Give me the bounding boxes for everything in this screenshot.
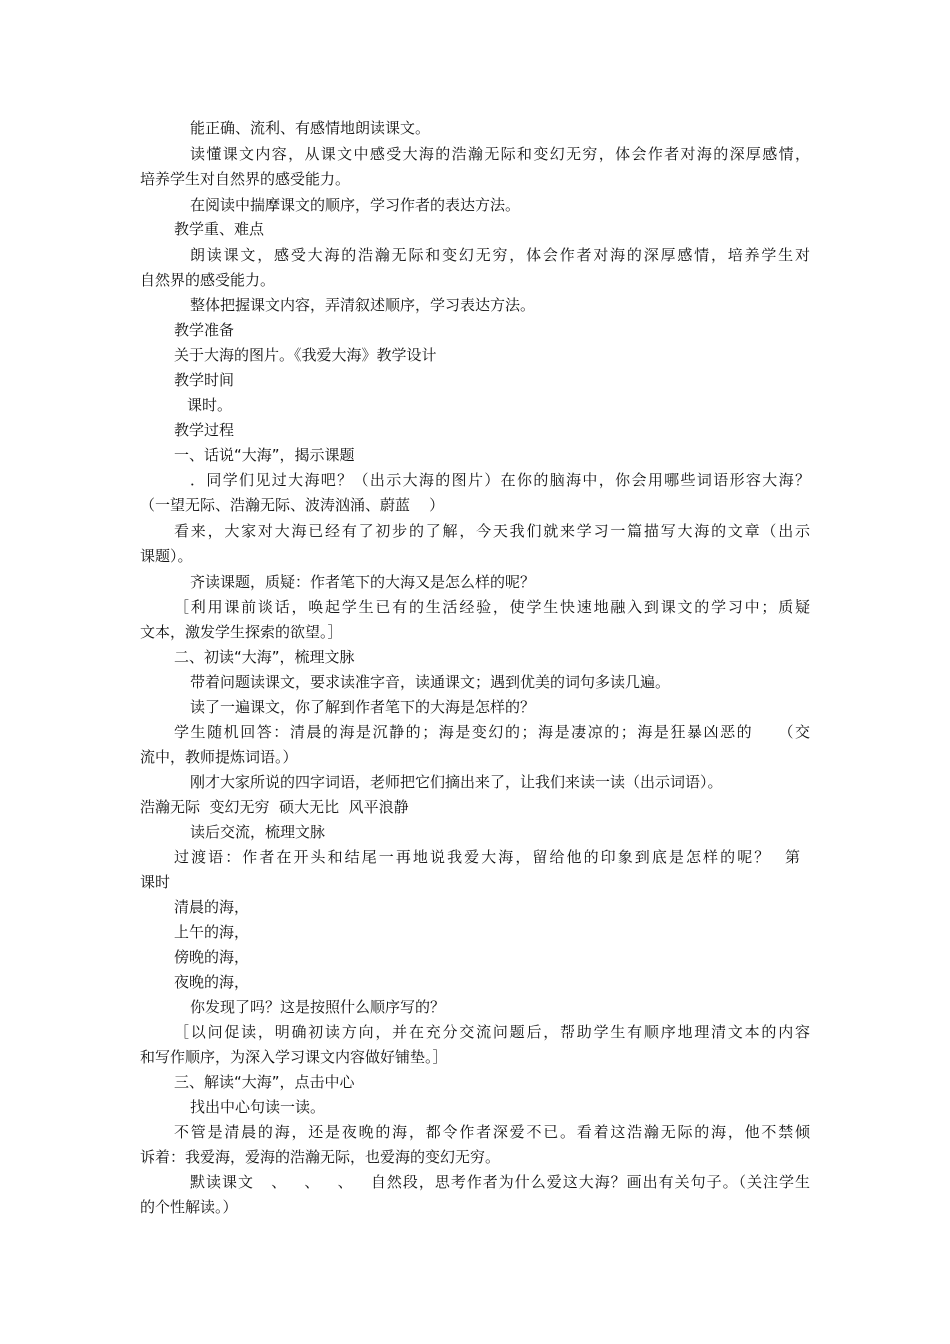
section-heading: 教学重、难点	[174, 220, 265, 238]
text-line: 过渡语：作者在开头和结尾一再地说我爱大海，留给他的印象到底是怎样的呢？ 第	[174, 848, 800, 866]
text-line: 自然界的感受能力。	[140, 271, 276, 289]
section-heading: 教学准备	[174, 321, 235, 339]
section-heading: 二、初读“大海”，梳理文脉	[174, 648, 355, 666]
text-line: 齐读课题，质疑：作者笔下的大海又是怎么样的呢？	[190, 573, 536, 591]
text-line: 你发现了吗？这是按照什么顺序写的？	[190, 998, 446, 1016]
text-line: 和写作顺序，为深入学习课文内容做好铺垫。］	[140, 1048, 448, 1066]
text-line: 清晨的海，	[174, 898, 250, 916]
section-heading: 教学时间	[174, 371, 235, 389]
text-line: 傍晚的海，	[174, 948, 250, 966]
text-line: 课题）。	[140, 547, 193, 565]
text-line: ［利用课前谈话，唤起学生已有的生活经验，使学生快速地融入到课文的学习中；质疑	[174, 598, 810, 616]
text-line: 流中，教师提炼词语。）	[140, 748, 298, 766]
text-line: 找出中心句读一读。	[190, 1098, 326, 1116]
text-line: 读懂课文内容，从课文中感受大海的浩瀚无际和变幻无穷，体会作者对海的深厚感情，	[190, 145, 810, 163]
text-line: 的个性解读。）	[140, 1198, 238, 1216]
text-line: 浩瀚无际 变幻无穷 硕大无比 风平浪静	[140, 798, 409, 816]
text-line: 培养学生对自然界的感受能力。	[140, 170, 351, 188]
text-line: 在阅读中揣摩课文的顺序，学习作者的表达方法。	[190, 196, 521, 214]
text-line: 学生随机回答：清晨的海是沉静的；海是变幻的；海是凄凉的；海是狂暴凶恶的 （交	[174, 723, 810, 741]
text-line: 朗读课文，感受大海的浩瀚无际和变幻无穷，体会作者对海的深厚感情，培养学生对	[190, 246, 810, 264]
text-line: 不管是清晨的海，还是夜晚的海，都令作者深爱不已。看着这浩瀚无际的海，他不禁倾	[174, 1123, 810, 1141]
text-line: 关于大海的图片。《我爱大海》教学设计	[174, 346, 437, 364]
text-line: 夜晚的海，	[174, 973, 250, 991]
text-line: ．同学们见过大海吧？（出示大海的图片）在你的脑海中，你会用哪些词语形容大海？	[190, 471, 810, 489]
section-heading: 一、话说“大海”，揭示课题	[174, 446, 355, 464]
text-line: 诉着：我爱海，爱海的浩瀚无际，也爱海的变幻无穷。	[140, 1148, 501, 1166]
text-line: 课时。	[187, 396, 233, 414]
section-heading: 三、解读“大海”，点击中心	[174, 1073, 355, 1091]
text-line: 读了一遍课文，你了解到作者笔下的大海是怎样的？	[190, 698, 536, 716]
text-line: 课时	[140, 873, 171, 891]
text-line: 能正确、流利、有感情地朗读课文。	[190, 119, 431, 137]
text-line: 看来，大家对大海已经有了初步的了解，今天我们就来学习一篇描写大海的文章（出示	[174, 522, 810, 540]
text-line: ［以问促读，明确初读方向，并在充分交流问题后，帮助学生有顺序地理清文本的内容	[174, 1023, 810, 1041]
text-line: 整体把握课文内容，弄清叙述顺序，学习表达方法。	[190, 296, 536, 314]
text-line: 带着问题读课文，要求读准字音，读通课文；遇到优美的词句多读几遍。	[190, 673, 671, 691]
text-line: 文本，激发学生探索的欲望。］	[140, 623, 343, 641]
text-line: 上午的海，	[174, 923, 250, 941]
section-heading: 教学过程	[174, 421, 235, 439]
text-line: 读后交流，梳理文脉	[190, 823, 326, 841]
text-line: 默读课文 、 、 、 自然段，思考作者为什么爱这大海？画出有关句子。（关注学生	[190, 1173, 810, 1191]
text-line: （一望无际、浩瀚无际、波涛汹涌、蔚蓝 ）	[140, 496, 445, 514]
text-line: 刚才大家所说的四字词语，老师把它们摘出来了，让我们来读一读（出示词语）。	[190, 773, 723, 791]
